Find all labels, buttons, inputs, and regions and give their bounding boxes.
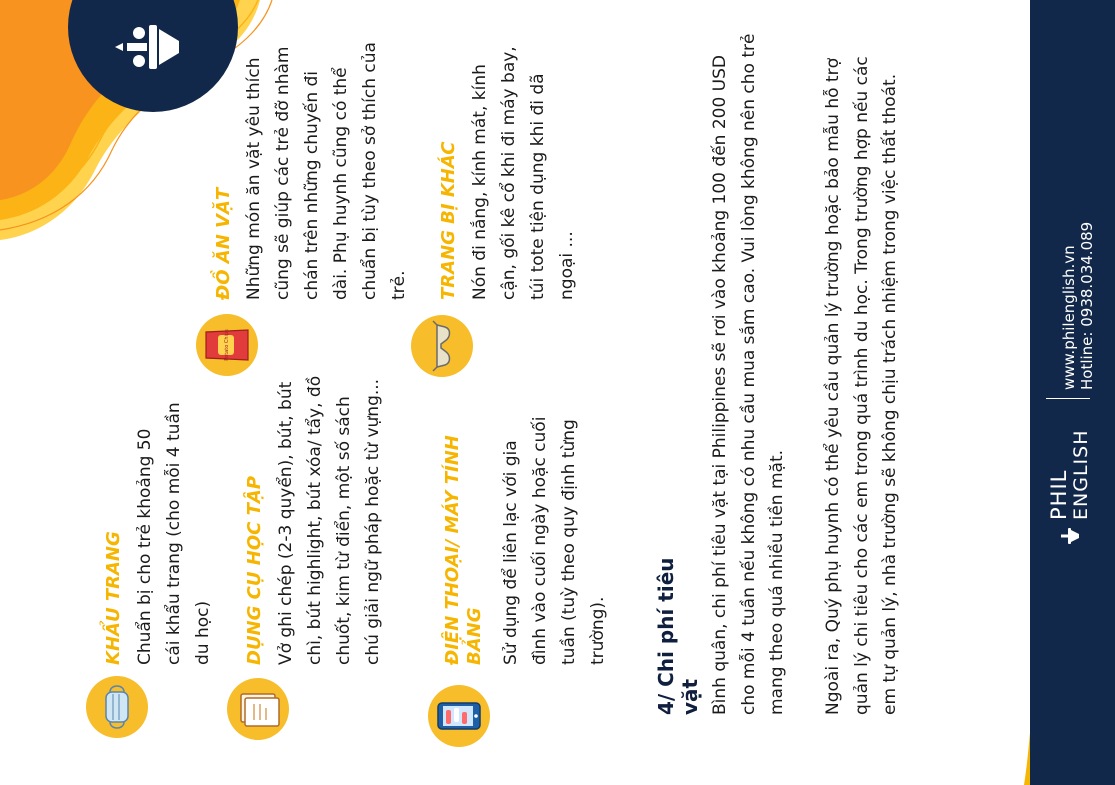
item-title-phone: ĐIỆN THOẠI/ MÁY TÍNH BẢNG — [442, 435, 485, 665]
item-text-mask: Chuẩn bị cho trẻ khoảng 50 cái khẩu trang (cho mỗi 4 tuần du học) — [135, 402, 213, 665]
bag-label: Potato Chips — [224, 329, 230, 361]
item-text-other: Nón đi nắng, kính mát, kính cận, gối kê cổ khi đi máy bay, túi tote tiện dụng khi đi dã ngoại ... — [470, 46, 577, 300]
footer-hotline[interactable]: Hotline: 0938.034.089 — [1078, 221, 1096, 390]
item-text-supplies: Vở ghi chép (2-3 quyển), bút, bút chì, bút highlight, bút xóa/ tẩy, đồ chuốt, kim từ điển, một số sách chú giải ngữ pháp hoặc từ vựng... — [276, 375, 383, 665]
logo-badge — [68, 0, 238, 112]
item-text-phone: Sử dụng để liên lạc với gia đình vào cuối ngày hoặc cuối tuần (tuỳ theo quy định từng trường). — [501, 416, 608, 665]
mask-icon-circle — [86, 676, 148, 738]
section-paragraph-2: Ngoài ra, Quý phụ huynh có thể yêu cầu quản lý trường hoặc bảo mẫu hỗ trợ quản lý chi tiêu cho các em trong quá trình du học. Trong trường hợp nếu các em tự quản lý, nhà trường sẽ không chịu trách nhiệm trong việc thất thoát. — [823, 56, 900, 715]
footer-divider — [1046, 398, 1090, 399]
smartphone-icon — [428, 685, 490, 747]
item-title-mask: KHẨU TRANG — [103, 531, 124, 665]
item-title-snacks: ĐỒ ĂN VẶT — [213, 187, 234, 300]
supplies-icon-circle — [227, 678, 289, 740]
footer-band — [1030, 0, 1115, 785]
brand-line-1: PHIL — [1047, 469, 1071, 520]
item-text-snacks: Những món ăn vặt yêu thích cũng sẽ giúp các trẻ đỡ nhàm chán trên những chuyến đi dài. Phụ huynh cũng có thể chuẩn bị tùy theo sở thích của trẻ. — [244, 42, 409, 300]
footer-website[interactable]: www.philenglish.vn — [1060, 245, 1078, 390]
face-mask-icon — [86, 676, 148, 738]
brand-line-2: ENGLISH — [1070, 429, 1092, 520]
item-title-other: TRANG BỊ KHÁC — [438, 141, 459, 300]
snack-bag-icon — [196, 314, 258, 376]
notebook-icon — [227, 678, 289, 740]
snack-icon-circle — [196, 314, 258, 376]
phone-icon-circle — [428, 685, 490, 747]
section-title: 4/ Chi phí tiêu vặt — [654, 557, 702, 715]
gear-icon-circle — [411, 315, 473, 377]
section-paragraph-1: Bình quân, chi phí tiêu vặt tại Philippines sẽ rơi vào khoảng 100 đến 200 USD cho mỗi 4 tuần nếu không có nhu cầu mua sắm cao. Vui lòng không nên cho trẻ mang theo quá nhiều tiền mặt. — [710, 33, 787, 715]
footer-logo-icon — [1058, 524, 1082, 548]
item-title-supplies: DỤNG CỤ HỌC TẬP — [244, 476, 265, 665]
phil-english-logo-icon — [68, 0, 238, 112]
sunglasses-icon — [411, 315, 473, 377]
footer-brand — [1048, 428, 1108, 548]
